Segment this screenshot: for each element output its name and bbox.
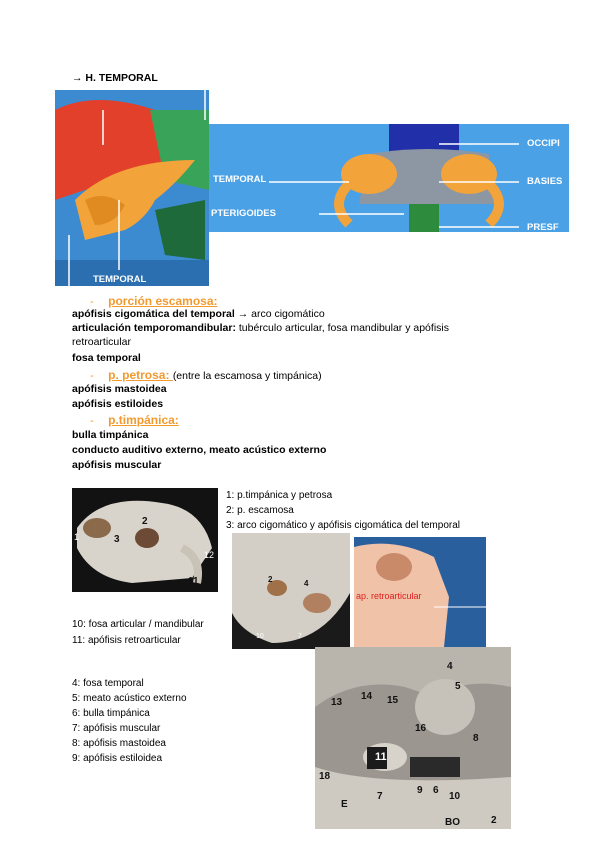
skull-lateral-photo bbox=[55, 90, 209, 286]
marker-d-7: 7 bbox=[377, 791, 383, 802]
legend-bottom: 4: fosa temporal 5: meato acústico externo 6: bulla timpánica 7: apófisis muscular 8: apófisis mastoidea 9: apófisis estiloidea bbox=[72, 678, 187, 764]
marker-d-6: 6 bbox=[433, 785, 439, 796]
marker-d-10: 10 bbox=[449, 791, 461, 802]
label-e: E bbox=[341, 799, 348, 810]
line-mastoidea: apófisis mastoidea bbox=[72, 383, 167, 395]
marker-d-8: 8 bbox=[473, 733, 479, 744]
marker-b-2: 2 bbox=[268, 575, 273, 584]
label-occipital: OCCIPI bbox=[527, 138, 560, 149]
marker-12: 12 bbox=[204, 550, 215, 560]
marker-d-11: 11 bbox=[375, 751, 387, 763]
label-retroarticular: ap. retroarticular bbox=[356, 591, 422, 601]
label-temporal: TEMPORAL bbox=[213, 174, 267, 185]
line-articulacion: articulación temporomandibular: tubérculo articular, fosa mandibular y apófisis bbox=[72, 322, 449, 334]
bone-photo-a bbox=[72, 488, 218, 592]
marker-d-9: 9 bbox=[417, 785, 423, 796]
marker-b-7: 7 bbox=[298, 633, 302, 640]
legend-mid: 10: fosa articular / mandibular 11: apófisis retroarticular bbox=[72, 619, 204, 646]
line-apofisis-cigomatica: apófisis cigomática del temporal → arco cigomático bbox=[72, 308, 325, 320]
legend-top: 1: p.timpánica y petrosa 2: p. escamosa 3: arco cigomático y apófisis cigomática del temporal bbox=[226, 490, 460, 531]
marker-d-2: 2 bbox=[491, 815, 497, 826]
marker-d-14: 14 bbox=[361, 691, 373, 702]
bone-photo-d bbox=[315, 647, 511, 829]
line-muscular: apófisis muscular bbox=[72, 459, 162, 471]
line-conducto: conducto auditivo externo, meato acústico externo bbox=[72, 444, 327, 456]
marker-d-13: 13 bbox=[331, 697, 343, 708]
marker-1: 1 bbox=[74, 532, 80, 542]
section-escamosa: - porción escamosa: bbox=[90, 294, 218, 308]
line-retroarticular: retroarticular bbox=[72, 336, 131, 348]
label-pterigoides: PTERIGOIDES bbox=[211, 208, 276, 219]
line-fosa-temporal: fosa temporal bbox=[72, 352, 141, 364]
marker-d-18: 18 bbox=[319, 771, 331, 782]
label-basiesfenoides: BASIES bbox=[527, 176, 563, 187]
line-estiloides: apófisis estiloides bbox=[72, 398, 164, 410]
label-bo: BO bbox=[445, 817, 460, 828]
section-petrosa: - p. petrosa: (entre la escamosa y timpánica) bbox=[90, 368, 322, 382]
marker-d-4: 4 bbox=[447, 661, 453, 672]
marker-3: 3 bbox=[114, 534, 120, 545]
marker-2: 2 bbox=[142, 516, 148, 527]
bone-photo-b bbox=[232, 533, 350, 649]
marker-d-16: 16 bbox=[415, 723, 427, 734]
marker-d-5: 5 bbox=[455, 681, 461, 692]
label-presfenoides: PRESF bbox=[527, 222, 559, 232]
label-temporal-bottom: TEMPORAL bbox=[93, 274, 147, 285]
marker-11: 11 bbox=[188, 576, 199, 587]
line-bulla: bulla timpánica bbox=[72, 429, 149, 441]
skull-ventral-photo bbox=[209, 124, 569, 232]
bone-photo-c bbox=[354, 537, 486, 647]
marker-b-4: 4 bbox=[304, 579, 309, 588]
page-title: → H. TEMPORAL bbox=[72, 72, 158, 84]
marker-b-10: 10 bbox=[256, 633, 264, 640]
section-timpanica: - p.timpánica: bbox=[90, 413, 179, 427]
marker-d-15: 15 bbox=[387, 695, 399, 706]
